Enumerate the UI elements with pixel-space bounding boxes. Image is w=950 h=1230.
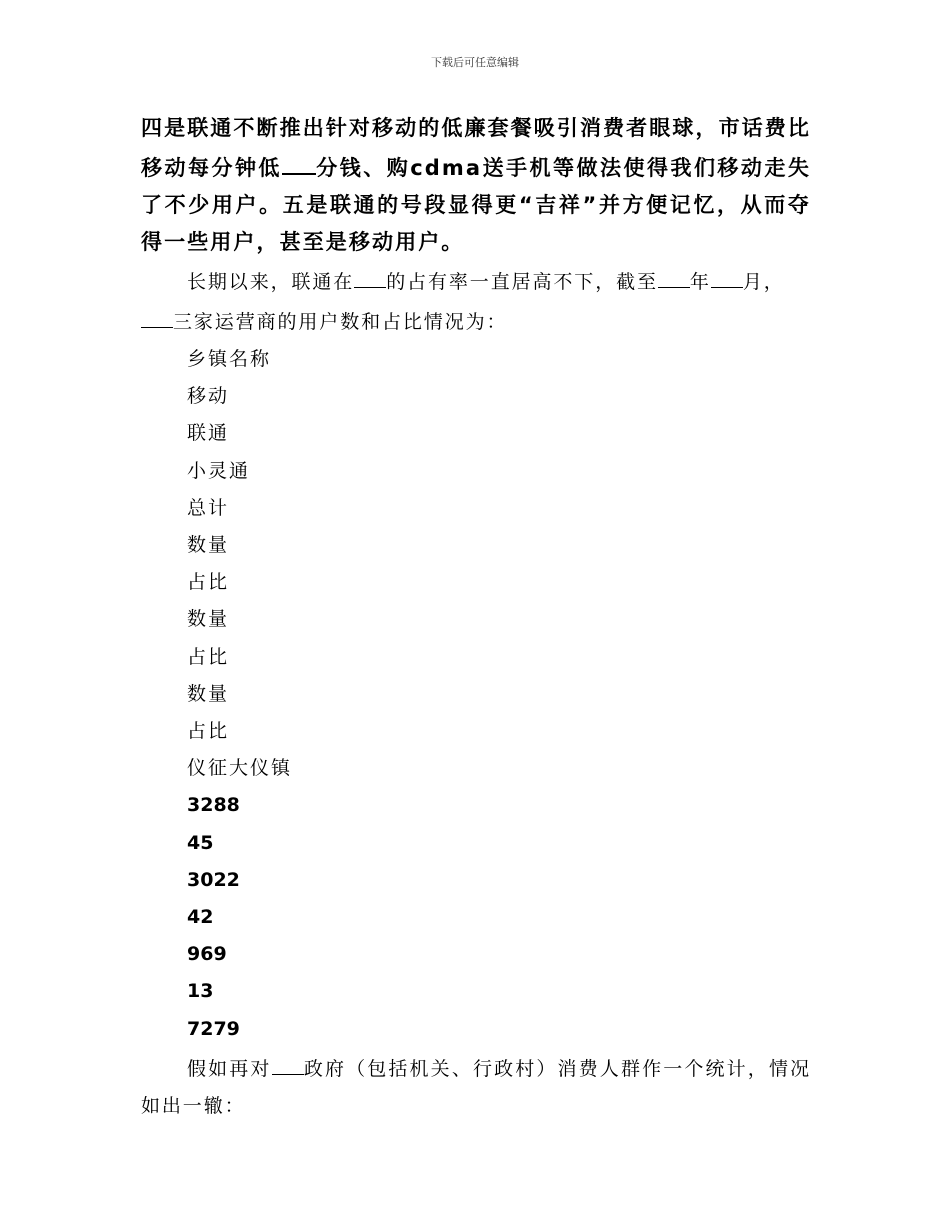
intro-text-1: 长期以来，联通在	[187, 271, 355, 293]
intro-text-4: 月，	[742, 271, 785, 293]
intro-text-2: 的占有率一直居高不下，截至	[386, 271, 658, 293]
table-value: 13	[187, 980, 214, 1003]
intro-text-5: 三家运营商的用户数和占比情况为：	[173, 311, 508, 333]
bold-paragraph	[141, 110, 811, 261]
bold-text-1: 四是联通不断推出针对移动的低廉套餐吸引消费者眼球，市话费比移动每分钟低	[141, 116, 811, 180]
table-text-list	[141, 341, 811, 1048]
table-label: 小灵通	[187, 459, 251, 482]
blank-field	[282, 147, 316, 175]
table-label: 联通	[187, 422, 230, 445]
table-value: 3288	[187, 794, 240, 817]
final-text-1: 假如再对	[187, 1057, 272, 1080]
intro-paragraph	[141, 261, 811, 341]
blank-field	[354, 261, 386, 288]
blank-field	[272, 1048, 304, 1075]
table-label: 占比	[187, 571, 230, 594]
table-value: 42	[187, 906, 214, 929]
document-body	[141, 110, 811, 1125]
table-value: 45	[187, 831, 214, 854]
blank-field	[711, 261, 743, 288]
page-header: 下载后可任意编辑	[431, 56, 519, 69]
table-label: 仪征大仪镇	[187, 757, 293, 780]
table-label: 数量	[187, 682, 230, 705]
table-label: 乡镇名称	[187, 348, 272, 370]
table-value: 7279	[187, 1017, 240, 1040]
blank-field	[658, 261, 690, 288]
table-value: 3022	[187, 868, 240, 891]
table-label: 占比	[187, 720, 230, 743]
table-label: 数量	[187, 608, 230, 631]
final-paragraph	[141, 1048, 811, 1125]
table-label: 数量	[187, 534, 230, 557]
intro-text-3: 年	[689, 271, 711, 293]
bold-text-2: 分钱、购cdma送手机等做法使得我们移动走失了不少用户。五是联通的号段显得更“吉祥”并方便记忆，从而夺得一些用户，甚至是移动用户。	[141, 156, 811, 254]
table-label: 总计	[187, 496, 230, 519]
blank-field	[141, 301, 173, 328]
table-label: 移动	[187, 385, 230, 408]
table-label: 占比	[187, 645, 230, 668]
final-text-2: 政府（包括机关、行政村）消费人群作一个统计，情况如出一辙：	[141, 1057, 811, 1117]
table-value: 969	[187, 943, 227, 966]
